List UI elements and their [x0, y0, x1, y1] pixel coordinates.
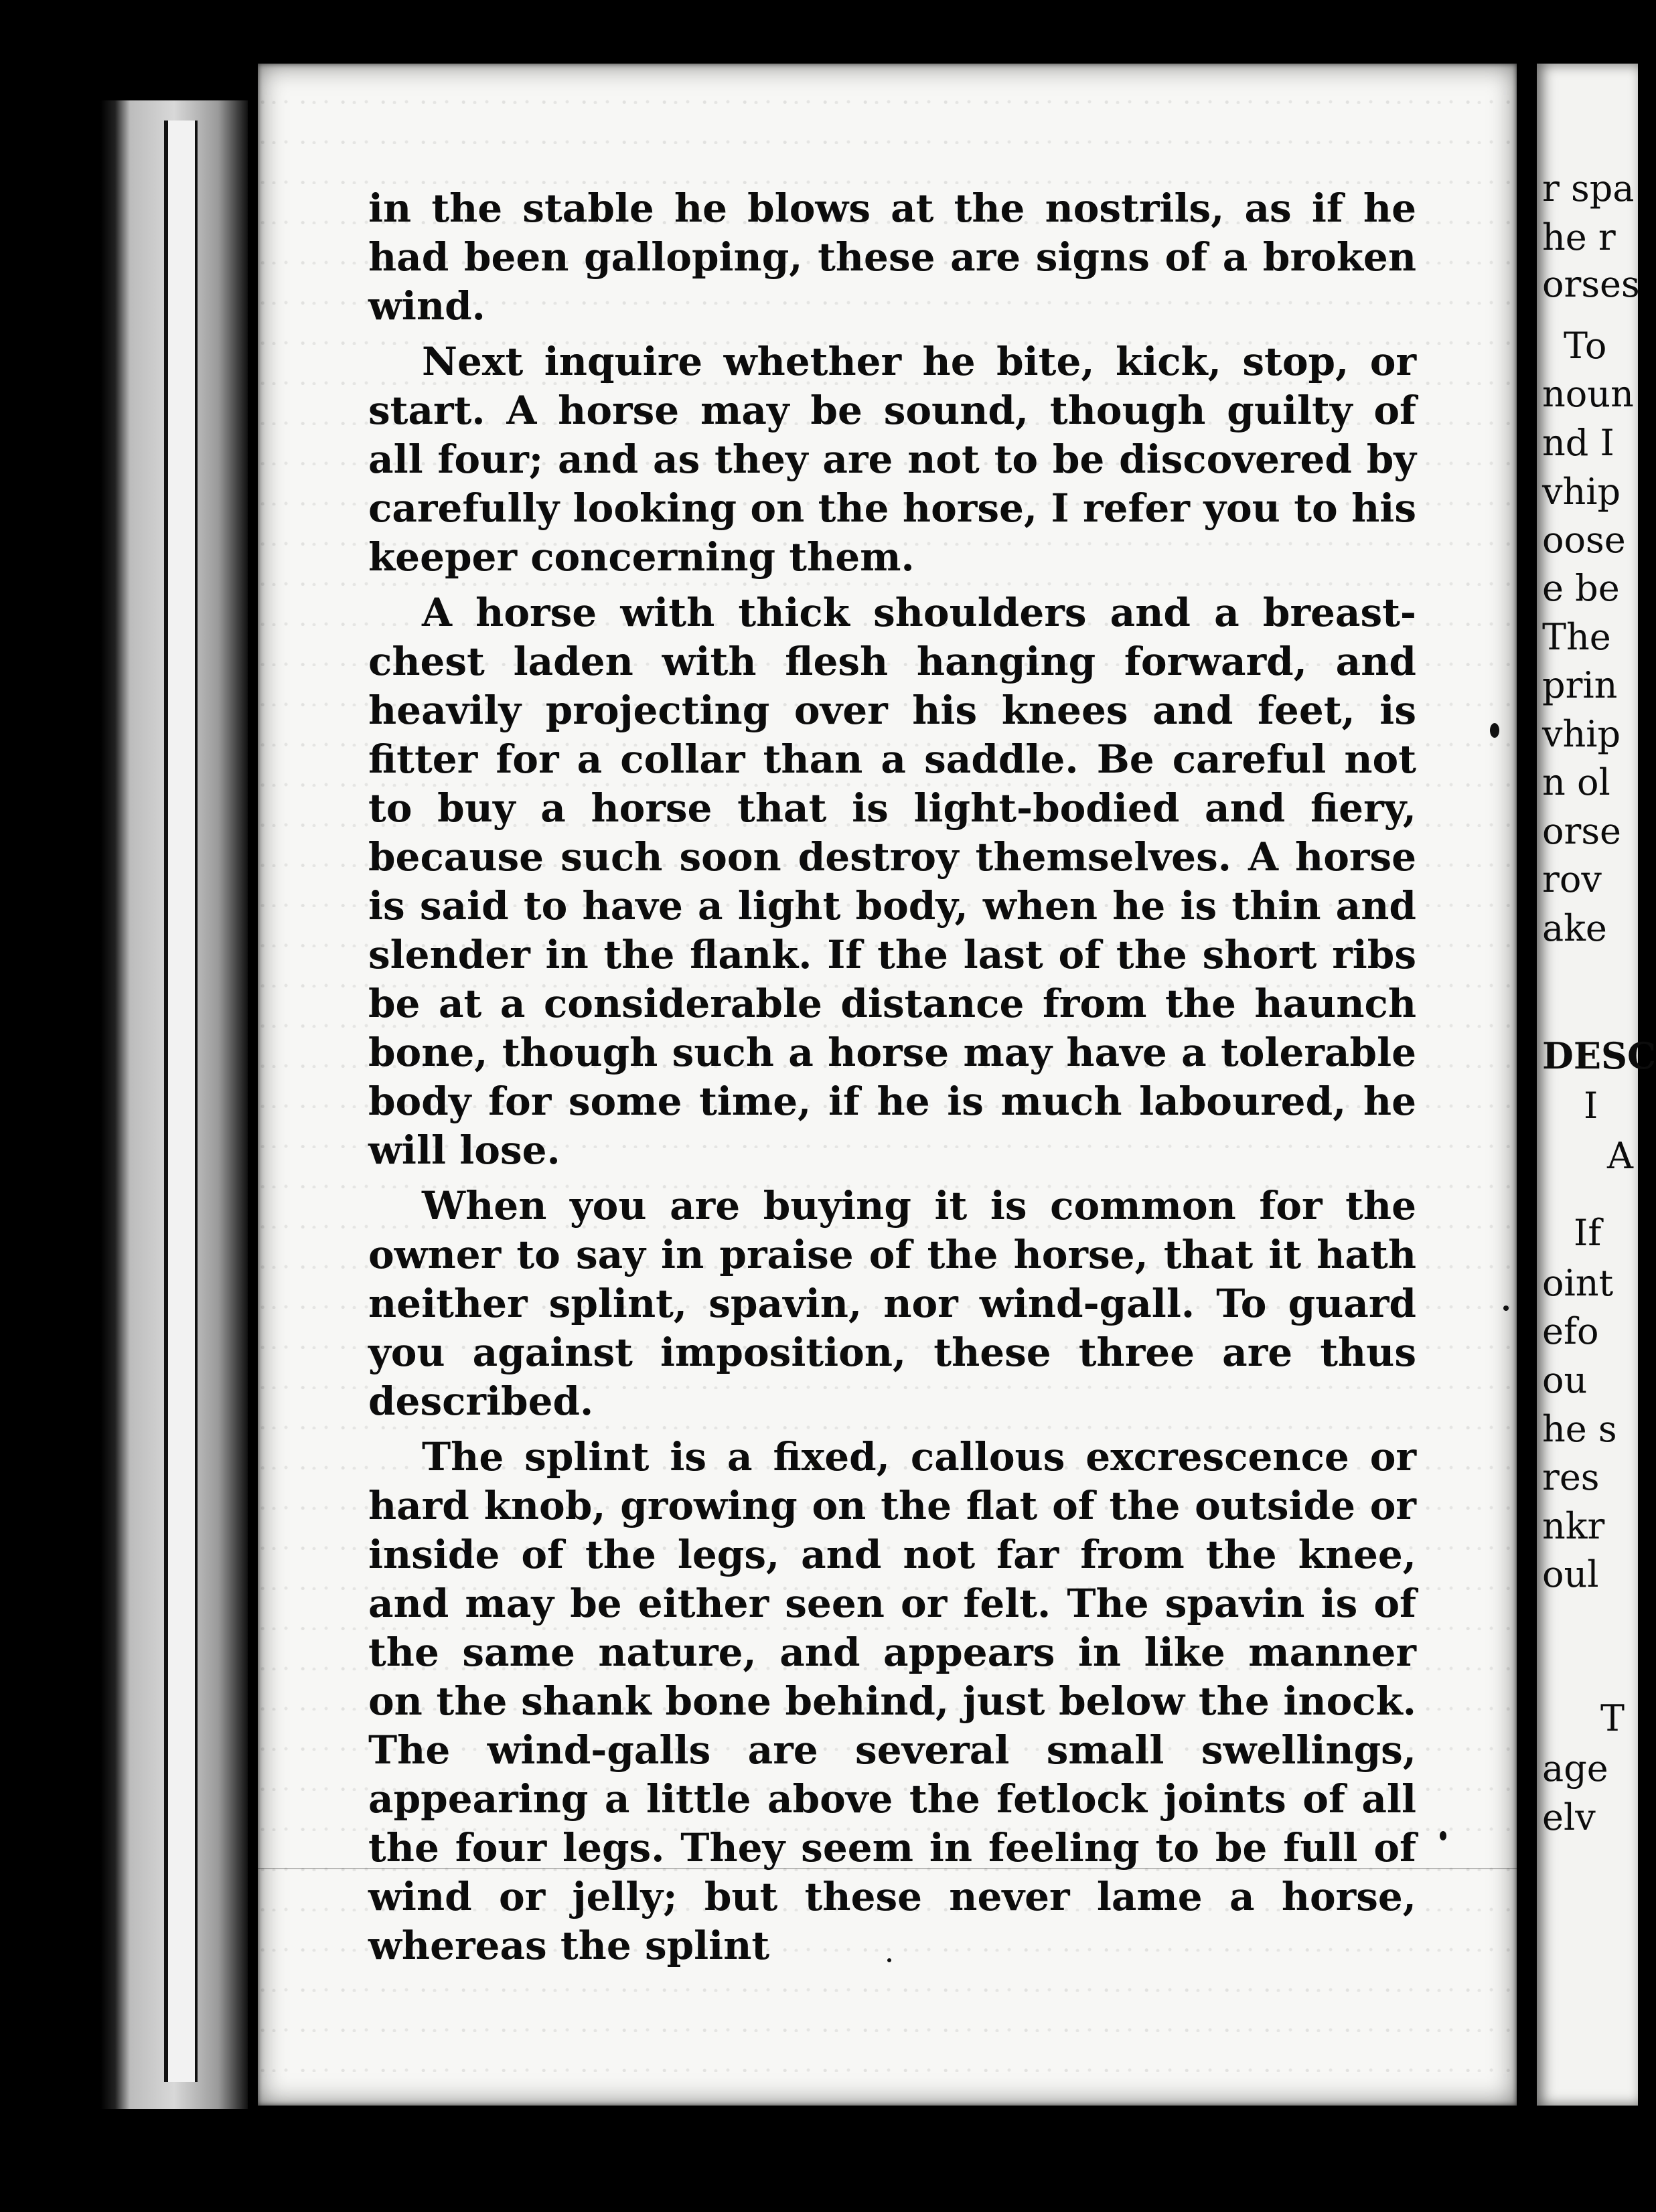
fragment-line: nkr: [1542, 1505, 1605, 1547]
book-page: [258, 64, 1517, 2106]
fragment-line: orse: [1542, 810, 1621, 852]
fragment-line: r spa: [1542, 167, 1635, 210]
fragment-line: res: [1542, 1456, 1600, 1498]
fragment-line: prin: [1542, 664, 1618, 706]
fragment-line: nd I: [1542, 422, 1614, 464]
scan-speck: [1440, 1831, 1446, 1840]
fragment-line: rov: [1542, 858, 1602, 900]
paragraph-splint: The splint is a fixed, callous excrescence or hard knob, growing on the flat of the outside or inside of the legs, and not far from the knee, and may be either seen or felt. The spavin is of the same nature, and appears in like manner on the shank bone behind, just below the inock. The wind-galls are several small swellings, appearing a little above the fetlock joints of all the four legs. They seem in feeling to be full of wind or jelly; but these never lame a horse, whereas the splint: [368, 1434, 1416, 1968]
fragment-heading: DESC: [1542, 1034, 1656, 1077]
scan-speck: [1490, 723, 1499, 738]
left-page-edge: [100, 100, 248, 2109]
fragment-line: age: [1542, 1747, 1608, 1790]
fragment-heading: I: [1584, 1085, 1598, 1127]
scan-speck: [1503, 1306, 1509, 1311]
fragment-line: oul: [1542, 1553, 1599, 1595]
fragment-line: efo: [1542, 1310, 1599, 1352]
fragment-line: T: [1600, 1697, 1625, 1739]
fragment-line: vhip: [1542, 471, 1621, 513]
scan-speck: [887, 1958, 891, 1962]
fragment-line: oose: [1542, 519, 1626, 561]
fragment-heading: A: [1607, 1135, 1633, 1177]
page-body-text: [368, 184, 1416, 1977]
paragraph-inquire-vices: Next inquire whether he bite, kick, stop, or start. A horse may be sound, though guilty of all four; and as they are not to be discovered by carefully looking on the horse, I refer you to his keeper concerning them.: [368, 339, 1416, 580]
fragment-line: he s: [1542, 1408, 1617, 1450]
fragment-line: noun: [1542, 373, 1634, 415]
fragment-line: he r: [1542, 216, 1616, 258]
paragraph-broken-wind: in the stable he blows at the nostrils, as if he had been galloping, these are signs of a broken wind.: [368, 185, 1416, 329]
fragment-line: orses: [1542, 263, 1640, 305]
paragraph-buying: When you are buying it is common for the owner to say in praise of the horse, that it hath neither splint, spavin, nor wind-gall. To guard you against imposition, these three are thus described.: [368, 1183, 1416, 1424]
fragment-line: vhip: [1542, 713, 1621, 755]
fragment-line: n ol: [1542, 761, 1610, 803]
fragment-line: ake: [1542, 907, 1607, 949]
fragment-line: To: [1564, 325, 1607, 367]
paragraph-thick-shoulders: A horse with thick shoulders and a breast-chest laden with flesh hanging forward, and heavily projecting over his knees and feet, is fitter for a collar than a saddle. Be careful not to buy a horse that is light-bodied and fiery, because such soon destroy themselves. A horse is said to have a light body, when he is thin and slender in the flank. If the last of the short ribs be at a considerable distance from the haunch bone, though such a horse may have a tolerable body for some time, if he is much laboured, he will lose.: [368, 590, 1416, 1173]
fragment-line: If: [1574, 1212, 1602, 1254]
left-page-margin: [164, 121, 198, 2082]
fragment-line: The: [1542, 616, 1611, 658]
fragment-line: oint: [1542, 1262, 1614, 1304]
fragment-line: ou: [1542, 1359, 1588, 1401]
fragment-line: e be: [1542, 567, 1620, 609]
fragment-line: elv: [1542, 1796, 1596, 1838]
facing-page-fragment: [1537, 64, 1656, 2106]
